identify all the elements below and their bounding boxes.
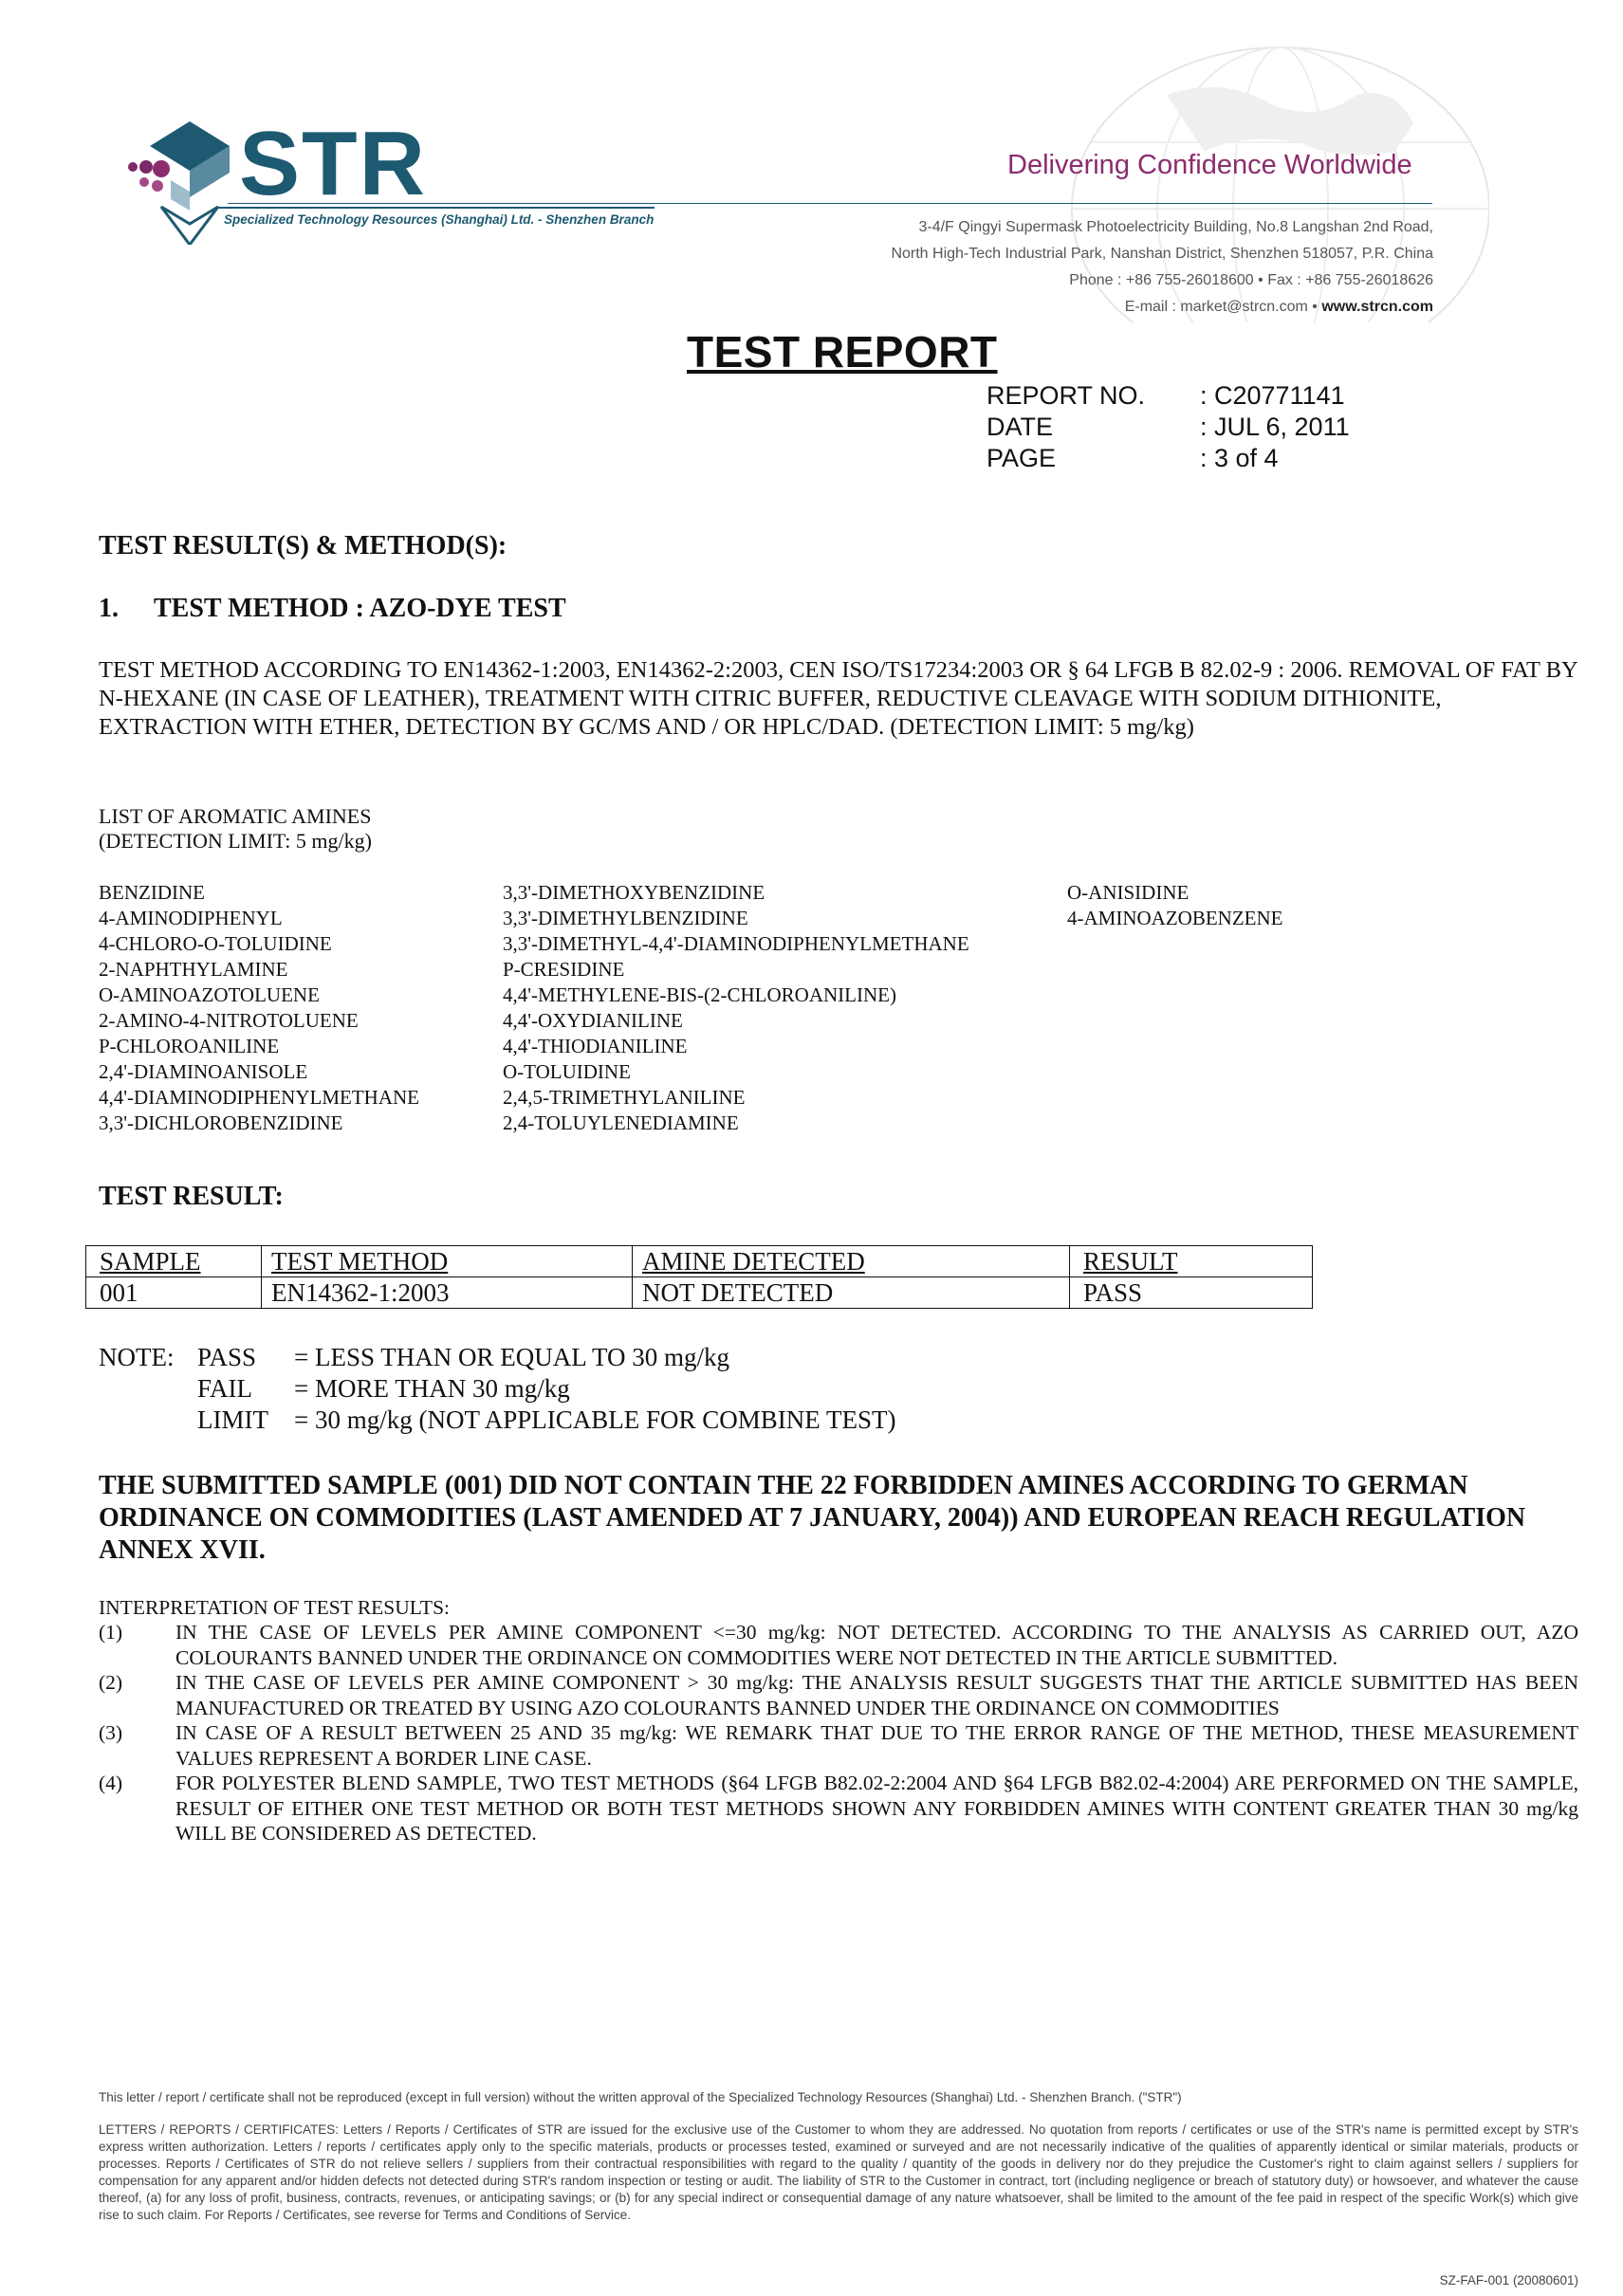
list-item: 2-AMINO-4-NITROTOLUENE bbox=[99, 1009, 359, 1032]
page-title: TEST REPORT bbox=[687, 327, 998, 377]
date-value: : JUL 6, 2011 bbox=[1200, 413, 1350, 441]
method-number: 1. bbox=[99, 594, 119, 623]
result-table-header bbox=[86, 1246, 1313, 1277]
list-item: 2,4,5-TRIMETHYLANILINE bbox=[503, 1086, 746, 1109]
cell-test-method: EN14362-1:2003 bbox=[262, 1277, 633, 1309]
note-label: NOTE: bbox=[99, 1343, 175, 1371]
note-pass-key: PASS bbox=[197, 1343, 257, 1371]
note-fail-value: = MORE THAN 30 mg/kg bbox=[294, 1374, 570, 1403]
list-item: 2,4-TOLUYLENEDIAMINE bbox=[503, 1111, 739, 1134]
list-item: P-CHLOROANILINE bbox=[99, 1035, 280, 1057]
amine-column-1 bbox=[99, 880, 419, 1136]
note-limit-value: = 30 mg/kg (NOT APPLICABLE FOR COMBINE TEST) bbox=[294, 1405, 896, 1434]
page-value: : 3 of 4 bbox=[1200, 444, 1279, 472]
list-item: 4,4'-METHYLENE-BIS-(2-CHLOROANILINE) bbox=[503, 983, 896, 1006]
header-result: RESULT bbox=[1070, 1246, 1313, 1277]
header-sample: SAMPLE bbox=[86, 1246, 262, 1277]
address-line-1: 3-4/F Qingyi Supermask Photoelectricity Building, No.8 Langshan 2nd Road, bbox=[918, 219, 1433, 235]
logo-wordmark: STR bbox=[239, 113, 427, 214]
amine-column-2 bbox=[503, 880, 969, 1136]
interpretation-number: (3) bbox=[99, 1721, 123, 1744]
header-amine-detected: AMINE DETECTED bbox=[633, 1246, 1070, 1277]
email: E-mail : market@strcn.com bbox=[1124, 299, 1308, 315]
header-test-method: TEST METHOD bbox=[262, 1246, 633, 1277]
interpretation-number: (1) bbox=[99, 1621, 123, 1644]
interpretation-item bbox=[99, 1720, 1578, 1771]
amine-list-heading: LIST OF AROMATIC AMINES bbox=[99, 804, 372, 828]
list-item: 4,4'-OXYDIANILINE bbox=[503, 1009, 683, 1032]
interpretation-text: IN CASE OF A RESULT BETWEEN 25 AND 35 mg/kg: WE REMARK THAT DUE TO THE ERROR RANGE OF THE METHOD, THESE MEASUREMENT VALUES REPRESENT A BORDER LINE CASE. bbox=[175, 1721, 1578, 1770]
table-row bbox=[86, 1277, 1313, 1309]
reproduction-notice: This letter / report / certificate shall not be reproduced (except in full version) without the written approval of the Specialized Technology Resources (Shanghai) Ltd. - Shenzhen Branch. ("STR") bbox=[99, 2090, 1182, 2104]
list-item: 4-CHLORO-O-TOLUIDINE bbox=[99, 932, 332, 955]
report-no-label: REPORT NO. bbox=[987, 381, 1146, 410]
interpretation-item bbox=[99, 1771, 1578, 1846]
interpretation-item bbox=[99, 1670, 1578, 1720]
amine-column-3 bbox=[1067, 880, 1282, 931]
method-description: TEST METHOD ACCORDING TO EN14362-1:2003, EN14362-2:2003, CEN ISO/TS17234:2003 OR § 64 LFGB B 82.02-9 : 2006. REMOVAL OF FAT BY N-HEXANE (IN CASE OF LEATHER), TREATMENT WITH CITRIC BUFFER, REDUCTIVE CLEAVAGE WITH SODIUM DITHIONITE, EXTRACTION WITH ETHER, DETECTION BY GC/MS AND / OR HPLC/DAD. (DETECTION LIMIT: 5 mg/kg) bbox=[99, 657, 1577, 740]
list-item: 2-NAPHTHYLAMINE bbox=[99, 958, 288, 981]
list-item: O-TOLUIDINE bbox=[503, 1060, 631, 1083]
test-result-heading: TEST RESULT: bbox=[99, 1182, 284, 1211]
page-label: PAGE bbox=[987, 444, 1057, 472]
interpretation-item bbox=[99, 1620, 1578, 1670]
date-label: DATE bbox=[987, 413, 1054, 441]
result-table bbox=[85, 1245, 1313, 1309]
list-item: 2,4'-DIAMINOANISOLE bbox=[99, 1060, 308, 1083]
cell-sample: 001 bbox=[86, 1277, 262, 1309]
interpretation-list bbox=[99, 1620, 1578, 1846]
legal-disclaimer: LETTERS / REPORTS / CERTIFICATES: Letters / Reports / Certificates of STR are issued for the exclusive use of the Customer to whom they are addressed. No quotation from reports / certificates or use of the STR's name is permitted except by STR's express written authorization. Letters / reports / certificates apply only to the specific materials, products or processes tested, examined or surveyed and are not necessarily indicative of the qualities of apparently identical or similar materials, products or processes. Reports / Certificates of STR do not relieve sellers / suppliers from their contractual responsibilities with regard to the quality / quantity of the goods in delivery nor do they prejudice the Customer's right to claim against sellers / suppliers for compensation for any apparent and/or hidden defects not detected during STR's random inspection or testing or audit. The liability of STR to the Customer in contract, tort (including negligence or breach of statutory duty) or howsoever, and whatever the cause thereof, (a) for any loss of profit, business, contracts, revenues, or anticipating savings; or (b) for any special indirect or consequential damage of any nature whatsoever, shall be limited to the amount of the fee paid in respect of the specific Work(s) which give rise to such claim. For Reports / Certificates, see reverse for Terms and Conditions of Service. bbox=[99, 2122, 1578, 2222]
list-item: 3,3'-DICHLOROBENZIDINE bbox=[99, 1111, 343, 1134]
interpretation-text: IN THE CASE OF LEVELS PER AMINE COMPONENT <=30 mg/kg: NOT DETECTED. ACCORDING TO THE ANALYSIS AS CARRIED OUT, AZO COLOURANTS BANNED UNDER THE ORDINANCE ON COMMODITIES WERE NOT DETECTED IN THE ARTICLE SUBMITTED. bbox=[175, 1621, 1578, 1669]
list-item: 4-AMINODIPHENYL bbox=[99, 907, 283, 929]
cell-result: PASS bbox=[1070, 1277, 1313, 1309]
form-code: SZ-FAF-001 (20080601) bbox=[1439, 2273, 1578, 2287]
email-website-line: E-mail : market@strcn.com • www.strcn.com bbox=[1124, 299, 1433, 315]
str-logo bbox=[123, 112, 655, 245]
list-item: 4-AMINOAZOBENZENE bbox=[1067, 907, 1283, 929]
note-limit-key: LIMIT bbox=[197, 1405, 268, 1434]
conclusion-statement: THE SUBMITTED SAMPLE (001) DID NOT CONTAIN THE 22 FORBIDDEN AMINES ACCORDING TO GERMAN ORDINANCE ON COMMODITIES (LAST AMENDED AT 7 JANUARY, 2004)) AND EUROPEAN REACH REGULATION ANNEX XVII. bbox=[99, 1471, 1526, 1565]
interpretation-text: IN THE CASE OF LEVELS PER AMINE COMPONENT > 30 mg/kg: THE ANALYSIS RESULT SUGGESTS THAT THE ARTICLE SUBMITTED HAS BEEN MANUFACTURED OR TREATED BY USING AZO COLOURANTS BANNED UNDER THE ORDINANCE ON COMMODITIES bbox=[175, 1671, 1578, 1719]
logo-underline bbox=[218, 207, 655, 209]
interpretation-number: (2) bbox=[99, 1671, 123, 1694]
section-heading: TEST RESULT(S) & METHOD(S): bbox=[99, 531, 507, 560]
list-item: O-AMINOAZOTOLUENE bbox=[99, 983, 320, 1006]
phone-fax-line: Phone : +86 755-26018600 • Fax : +86 755-26018626 bbox=[1069, 272, 1433, 288]
address-line-2: North High-Tech Industrial Park, Nanshan District, Shenzhen 518057, P.R. China bbox=[891, 246, 1433, 262]
interpretation-text: FOR POLYESTER BLEND SAMPLE, TWO TEST METHODS (§64 LFGB B82.02-2:2004 AND §64 LFGB B82.02-4:2004) ARE PERFORMED ON THE SAMPLE, RESULT OF EITHER ONE TEST METHOD OR BOTH TEST METHODS SHOWN ANY FORBIDDEN AMINES WITH CONTENT GREATER THAN 30 mg/kg WILL BE CONSIDERED AS DETECTED. bbox=[175, 1772, 1578, 1845]
note-pass-value: = LESS THAN OR EQUAL TO 30 mg/kg bbox=[294, 1343, 729, 1371]
list-item: O-ANISIDINE bbox=[1067, 881, 1190, 904]
header-rule bbox=[228, 203, 1432, 204]
cell-amine-detected: NOT DETECTED bbox=[633, 1277, 1070, 1309]
amine-detection-limit: (DETECTION LIMIT: 5 mg/kg) bbox=[99, 829, 372, 853]
list-item: 4,4'-THIODIANILINE bbox=[503, 1035, 688, 1057]
list-item: 3,3'-DIMETHYL-4,4'-DIAMINODIPHENYLMETHANE bbox=[503, 932, 969, 955]
company-address bbox=[891, 214, 1433, 321]
branch-name: Specialized Technology Resources (Shanghai) Ltd. - Shenzhen Branch bbox=[224, 212, 655, 227]
website-link[interactable]: www.strcn.com bbox=[1321, 299, 1433, 315]
tagline: Delivering Confidence Worldwide bbox=[1007, 150, 1412, 180]
interpretation-number: (4) bbox=[99, 1772, 123, 1794]
note-fail-key: FAIL bbox=[197, 1374, 252, 1403]
list-item: 3,3'-DIMETHOXYBENZIDINE bbox=[503, 881, 765, 904]
list-item: BENZIDINE bbox=[99, 881, 205, 904]
report-no-value: : C20771141 bbox=[1200, 381, 1345, 410]
list-item: P-CRESIDINE bbox=[503, 958, 625, 981]
method-title: TEST METHOD : AZO-DYE TEST bbox=[154, 594, 566, 623]
list-item: 3,3'-DIMETHYLBENZIDINE bbox=[503, 907, 748, 929]
interpretation-heading: INTERPRETATION OF TEST RESULTS: bbox=[99, 1596, 450, 1619]
list-item: 4,4'-DIAMINODIPHENYLMETHANE bbox=[99, 1086, 419, 1109]
